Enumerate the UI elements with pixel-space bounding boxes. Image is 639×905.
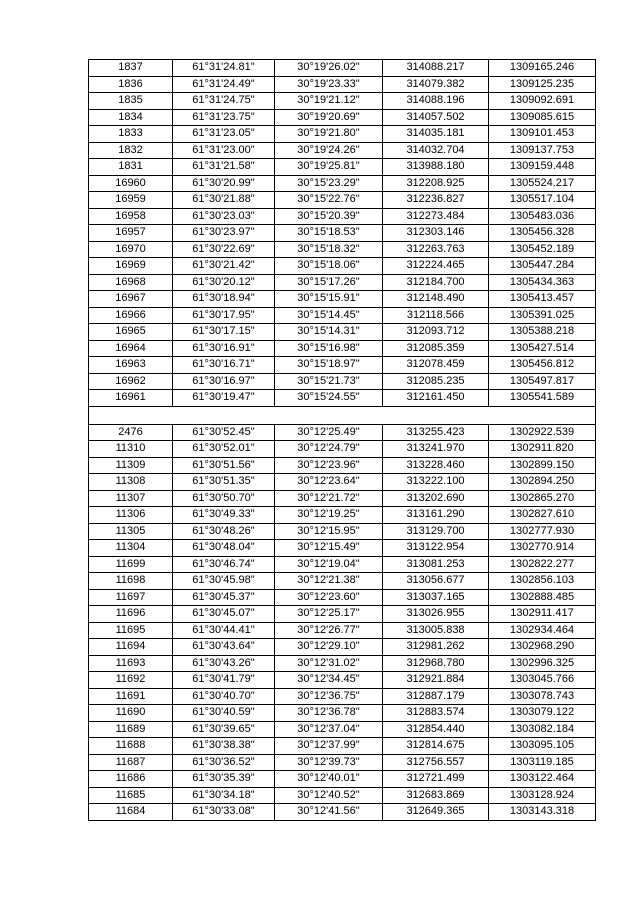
y-coordinate-cell: 1305388.218: [489, 324, 596, 341]
table-row: [89, 738, 596, 755]
x-coordinate-cell: 312921.884: [383, 672, 489, 689]
latitude-cell: 61°30'51.56": [173, 457, 275, 474]
y-coordinate-cell: 1302888.485: [489, 589, 596, 606]
longitude-cell: 30°12'31.02": [275, 655, 383, 672]
table-row: [89, 540, 596, 557]
y-coordinate-cell: 1309159.448: [489, 159, 596, 176]
latitude-cell: 61°30'20.12": [173, 274, 275, 291]
y-coordinate-cell: 1303079.122: [489, 705, 596, 722]
y-coordinate-cell: 1303045.766: [489, 672, 596, 689]
y-coordinate-cell: 1303078.743: [489, 688, 596, 705]
y-coordinate-cell: 1305456.328: [489, 225, 596, 242]
x-coordinate-cell: 312148.490: [383, 291, 489, 308]
longitude-cell: 30°12'40.52": [275, 787, 383, 804]
longitude-cell: 30°15'15.91": [275, 291, 383, 308]
table-row: [89, 357, 596, 374]
point-number-cell: 1837: [89, 60, 173, 77]
y-coordinate-cell: 1303082.184: [489, 721, 596, 738]
longitude-cell: 30°15'21.73": [275, 373, 383, 390]
longitude-cell: 30°15'16.98": [275, 340, 383, 357]
x-coordinate-cell: 313228.460: [383, 457, 489, 474]
x-coordinate-cell: 313241.970: [383, 441, 489, 458]
latitude-cell: 61°30'45.98": [173, 573, 275, 590]
y-coordinate-cell: 1305427.514: [489, 340, 596, 357]
point-number-cell: 11309: [89, 457, 173, 474]
table-row: [89, 441, 596, 458]
point-number-cell: 11694: [89, 639, 173, 656]
y-coordinate-cell: 1302934.464: [489, 622, 596, 639]
longitude-cell: 30°12'19.04": [275, 556, 383, 573]
longitude-cell: 30°15'18.53": [275, 225, 383, 242]
longitude-cell: 30°12'36.75": [275, 688, 383, 705]
y-coordinate-cell: 1305456.812: [489, 357, 596, 374]
point-number-cell: 16966: [89, 307, 173, 324]
x-coordinate-cell: 312814.675: [383, 738, 489, 755]
longitude-cell: 30°12'23.96": [275, 457, 383, 474]
table-row: [89, 606, 596, 623]
y-coordinate-cell: 1302894.250: [489, 474, 596, 491]
x-coordinate-cell: 312883.574: [383, 705, 489, 722]
latitude-cell: 61°30'48.04": [173, 540, 275, 557]
y-coordinate-cell: 1309137.753: [489, 142, 596, 159]
latitude-cell: 61°30'16.71": [173, 357, 275, 374]
point-number-cell: 1834: [89, 109, 173, 126]
separator-cell: [89, 406, 596, 424]
y-coordinate-cell: 1303128.924: [489, 787, 596, 804]
longitude-cell: 30°19'21.12": [275, 93, 383, 110]
x-coordinate-cell: 313037.165: [383, 589, 489, 606]
y-coordinate-cell: 1303095.105: [489, 738, 596, 755]
longitude-cell: 30°15'22.76": [275, 192, 383, 209]
point-number-cell: 1835: [89, 93, 173, 110]
coordinates-table-body: [89, 60, 596, 821]
latitude-cell: 61°30'39.65": [173, 721, 275, 738]
latitude-cell: 61°30'48.26": [173, 523, 275, 540]
y-coordinate-cell: 1302922.539: [489, 424, 596, 441]
longitude-cell: 30°19'23.33": [275, 76, 383, 93]
latitude-cell: 61°30'33.08": [173, 804, 275, 821]
table-row: [89, 60, 596, 77]
longitude-cell: 30°15'18.97": [275, 357, 383, 374]
latitude-cell: 61°30'16.91": [173, 340, 275, 357]
latitude-cell: 61°30'43.64": [173, 639, 275, 656]
table-row: [89, 307, 596, 324]
point-number-cell: 11684: [89, 804, 173, 821]
x-coordinate-cell: 312184.700: [383, 274, 489, 291]
table-row: [89, 373, 596, 390]
x-coordinate-cell: 312263.763: [383, 241, 489, 258]
table-row: [89, 721, 596, 738]
y-coordinate-cell: 1309085.615: [489, 109, 596, 126]
x-coordinate-cell: 314032.704: [383, 142, 489, 159]
y-coordinate-cell: 1302865.270: [489, 490, 596, 507]
table-row: [89, 705, 596, 722]
longitude-cell: 30°12'37.04": [275, 721, 383, 738]
x-coordinate-cell: 312756.557: [383, 754, 489, 771]
y-coordinate-cell: 1302911.820: [489, 441, 596, 458]
point-number-cell: 16963: [89, 357, 173, 374]
x-coordinate-cell: 312085.235: [383, 373, 489, 390]
x-coordinate-cell: 314035.181: [383, 126, 489, 143]
y-coordinate-cell: 1305447.284: [489, 258, 596, 275]
table-row: [89, 340, 596, 357]
x-coordinate-cell: 313081.253: [383, 556, 489, 573]
table-row: [89, 754, 596, 771]
x-coordinate-cell: 312854.440: [383, 721, 489, 738]
point-number-cell: 11305: [89, 523, 173, 540]
x-coordinate-cell: 314057.502: [383, 109, 489, 126]
x-coordinate-cell: 313026.955: [383, 606, 489, 623]
latitude-cell: 61°30'45.37": [173, 589, 275, 606]
x-coordinate-cell: 312968.780: [383, 655, 489, 672]
table-row: [89, 324, 596, 341]
table-row: [89, 507, 596, 524]
x-coordinate-cell: 314079.382: [383, 76, 489, 93]
point-number-cell: 11695: [89, 622, 173, 639]
longitude-cell: 30°12'23.64": [275, 474, 383, 491]
y-coordinate-cell: 1305517.104: [489, 192, 596, 209]
latitude-cell: 61°30'38.38": [173, 738, 275, 755]
coordinates-table: [88, 59, 596, 821]
x-coordinate-cell: 312236.827: [383, 192, 489, 209]
longitude-cell: 30°19'21.80": [275, 126, 383, 143]
table-row: [89, 291, 596, 308]
longitude-cell: 30°12'15.95": [275, 523, 383, 540]
latitude-cell: 61°30'21.42": [173, 258, 275, 275]
point-number-cell: 11687: [89, 754, 173, 771]
y-coordinate-cell: 1302856.103: [489, 573, 596, 590]
point-number-cell: 16969: [89, 258, 173, 275]
latitude-cell: 61°30'40.70": [173, 688, 275, 705]
latitude-cell: 61°30'44.41": [173, 622, 275, 639]
longitude-cell: 30°15'20.39": [275, 208, 383, 225]
point-number-cell: 11306: [89, 507, 173, 524]
x-coordinate-cell: 312208.925: [383, 175, 489, 192]
x-coordinate-cell: 312093.712: [383, 324, 489, 341]
longitude-cell: 30°12'36.78": [275, 705, 383, 722]
x-coordinate-cell: 312721.499: [383, 771, 489, 788]
latitude-cell: 61°31'24.81": [173, 60, 275, 77]
point-number-cell: 2476: [89, 424, 173, 441]
y-coordinate-cell: 1309125.235: [489, 76, 596, 93]
longitude-cell: 30°12'25.49": [275, 424, 383, 441]
x-coordinate-cell: 312078.459: [383, 357, 489, 374]
longitude-cell: 30°15'17.26": [275, 274, 383, 291]
table-row: [89, 556, 596, 573]
point-number-cell: 1832: [89, 142, 173, 159]
y-coordinate-cell: 1302911.417: [489, 606, 596, 623]
table-row: [89, 175, 596, 192]
point-number-cell: 1831: [89, 159, 173, 176]
latitude-cell: 61°30'18.94": [173, 291, 275, 308]
table-row: [89, 787, 596, 804]
point-number-cell: 1833: [89, 126, 173, 143]
x-coordinate-cell: 313129.700: [383, 523, 489, 540]
longitude-cell: 30°15'24.55": [275, 390, 383, 407]
latitude-cell: 61°30'17.15": [173, 324, 275, 341]
point-number-cell: 11696: [89, 606, 173, 623]
table-row: [89, 159, 596, 176]
point-number-cell: 16968: [89, 274, 173, 291]
point-number-cell: 11686: [89, 771, 173, 788]
latitude-cell: 61°30'22.69": [173, 241, 275, 258]
point-number-cell: 16965: [89, 324, 173, 341]
point-number-cell: 1836: [89, 76, 173, 93]
y-coordinate-cell: 1302777.930: [489, 523, 596, 540]
point-number-cell: 16959: [89, 192, 173, 209]
table-row: [89, 655, 596, 672]
y-coordinate-cell: 1302996.325: [489, 655, 596, 672]
table-row: [89, 672, 596, 689]
y-coordinate-cell: 1305434.363: [489, 274, 596, 291]
longitude-cell: 30°15'18.32": [275, 241, 383, 258]
table-row: [89, 93, 596, 110]
table-row: [89, 688, 596, 705]
table-row: [89, 771, 596, 788]
x-coordinate-cell: 312273.484: [383, 208, 489, 225]
longitude-cell: 30°19'25.81": [275, 159, 383, 176]
x-coordinate-cell: 312085.359: [383, 340, 489, 357]
y-coordinate-cell: 1302899.150: [489, 457, 596, 474]
point-number-cell: 16957: [89, 225, 173, 242]
longitude-cell: 30°12'21.72": [275, 490, 383, 507]
table-row: [89, 474, 596, 491]
longitude-cell: 30°12'21.38": [275, 573, 383, 590]
longitude-cell: 30°12'41.56": [275, 804, 383, 821]
longitude-cell: 30°15'14.45": [275, 307, 383, 324]
longitude-cell: 30°12'23.60": [275, 589, 383, 606]
longitude-cell: 30°12'37.99": [275, 738, 383, 755]
point-number-cell: 11307: [89, 490, 173, 507]
table-row: [89, 258, 596, 275]
table-row: [89, 192, 596, 209]
x-coordinate-cell: 312224.465: [383, 258, 489, 275]
point-number-cell: 16960: [89, 175, 173, 192]
table-row: [89, 490, 596, 507]
y-coordinate-cell: 1302968.290: [489, 639, 596, 656]
point-number-cell: 11690: [89, 705, 173, 722]
table-row: [89, 109, 596, 126]
latitude-cell: 61°30'52.45": [173, 424, 275, 441]
point-number-cell: 16961: [89, 390, 173, 407]
point-number-cell: 11308: [89, 474, 173, 491]
latitude-cell: 61°30'16.97": [173, 373, 275, 390]
table-row: [89, 622, 596, 639]
latitude-cell: 61°30'46.74": [173, 556, 275, 573]
table-row: [89, 76, 596, 93]
longitude-cell: 30°12'40.01": [275, 771, 383, 788]
latitude-cell: 61°30'20.99": [173, 175, 275, 192]
longitude-cell: 30°19'26.02": [275, 60, 383, 77]
x-coordinate-cell: 313122.954: [383, 540, 489, 557]
table-row: [89, 241, 596, 258]
point-number-cell: 11689: [89, 721, 173, 738]
y-coordinate-cell: 1303122.464: [489, 771, 596, 788]
y-coordinate-cell: 1305483.036: [489, 208, 596, 225]
latitude-cell: 61°31'21.58": [173, 159, 275, 176]
table-row: [89, 390, 596, 407]
longitude-cell: 30°19'24.26": [275, 142, 383, 159]
point-number-cell: 16962: [89, 373, 173, 390]
point-number-cell: 11697: [89, 589, 173, 606]
point-number-cell: 11698: [89, 573, 173, 590]
longitude-cell: 30°12'34.45": [275, 672, 383, 689]
latitude-cell: 61°31'23.75": [173, 109, 275, 126]
point-number-cell: 11310: [89, 441, 173, 458]
x-coordinate-cell: 313222.100: [383, 474, 489, 491]
latitude-cell: 61°30'45.07": [173, 606, 275, 623]
point-number-cell: 16964: [89, 340, 173, 357]
point-number-cell: 11699: [89, 556, 173, 573]
latitude-cell: 61°30'50.70": [173, 490, 275, 507]
x-coordinate-cell: 312887.179: [383, 688, 489, 705]
latitude-cell: 61°30'19.47": [173, 390, 275, 407]
table-row: [89, 424, 596, 441]
table-row: [89, 126, 596, 143]
table-row: [89, 457, 596, 474]
latitude-cell: 61°30'34.18": [173, 787, 275, 804]
y-coordinate-cell: 1309165.246: [489, 60, 596, 77]
point-number-cell: 16967: [89, 291, 173, 308]
latitude-cell: 61°30'36.52": [173, 754, 275, 771]
longitude-cell: 30°12'29.10": [275, 639, 383, 656]
x-coordinate-cell: 313161.290: [383, 507, 489, 524]
table-row: [89, 639, 596, 656]
latitude-cell: 61°30'23.97": [173, 225, 275, 242]
longitude-cell: 30°15'18.06": [275, 258, 383, 275]
longitude-cell: 30°12'25.17": [275, 606, 383, 623]
longitude-cell: 30°12'39.73": [275, 754, 383, 771]
y-coordinate-cell: 1305524.217: [489, 175, 596, 192]
section-separator-row: [89, 406, 596, 424]
y-coordinate-cell: 1305452.189: [489, 241, 596, 258]
latitude-cell: 61°31'24.49": [173, 76, 275, 93]
y-coordinate-cell: 1305541.589: [489, 390, 596, 407]
point-number-cell: 11304: [89, 540, 173, 557]
point-number-cell: 11691: [89, 688, 173, 705]
x-coordinate-cell: 314088.217: [383, 60, 489, 77]
table-row: [89, 573, 596, 590]
latitude-cell: 61°30'35.39": [173, 771, 275, 788]
x-coordinate-cell: 314088.196: [383, 93, 489, 110]
y-coordinate-cell: 1305497.817: [489, 373, 596, 390]
y-coordinate-cell: 1309101.453: [489, 126, 596, 143]
point-number-cell: 11685: [89, 787, 173, 804]
y-coordinate-cell: 1302827.610: [489, 507, 596, 524]
table-row: [89, 804, 596, 821]
table-row: [89, 274, 596, 291]
latitude-cell: 61°31'24.75": [173, 93, 275, 110]
x-coordinate-cell: 313255.423: [383, 424, 489, 441]
x-coordinate-cell: 313056.677: [383, 573, 489, 590]
latitude-cell: 61°30'52.01": [173, 441, 275, 458]
x-coordinate-cell: 313202.690: [383, 490, 489, 507]
table-row: [89, 208, 596, 225]
longitude-cell: 30°12'24.79": [275, 441, 383, 458]
x-coordinate-cell: 312649.365: [383, 804, 489, 821]
y-coordinate-cell: 1305391.025: [489, 307, 596, 324]
latitude-cell: 61°30'49.33": [173, 507, 275, 524]
latitude-cell: 61°31'23.00": [173, 142, 275, 159]
x-coordinate-cell: 312683.869: [383, 787, 489, 804]
y-coordinate-cell: 1302770.914: [489, 540, 596, 557]
latitude-cell: 61°30'40.59": [173, 705, 275, 722]
y-coordinate-cell: 1303143.318: [489, 804, 596, 821]
point-number-cell: 11688: [89, 738, 173, 755]
table-row: [89, 589, 596, 606]
y-coordinate-cell: 1305413.457: [489, 291, 596, 308]
x-coordinate-cell: 313005.838: [383, 622, 489, 639]
x-coordinate-cell: 313988.180: [383, 159, 489, 176]
latitude-cell: 61°30'21.88": [173, 192, 275, 209]
longitude-cell: 30°12'19.25": [275, 507, 383, 524]
longitude-cell: 30°19'20.69": [275, 109, 383, 126]
y-coordinate-cell: 1303119.185: [489, 754, 596, 771]
longitude-cell: 30°15'14.31": [275, 324, 383, 341]
point-number-cell: 11692: [89, 672, 173, 689]
x-coordinate-cell: 312303.146: [383, 225, 489, 242]
longitude-cell: 30°12'15.49": [275, 540, 383, 557]
latitude-cell: 61°30'51.35": [173, 474, 275, 491]
latitude-cell: 61°30'23.03": [173, 208, 275, 225]
table-row: [89, 142, 596, 159]
longitude-cell: 30°15'23.29": [275, 175, 383, 192]
latitude-cell: 61°31'23.05": [173, 126, 275, 143]
point-number-cell: 11693: [89, 655, 173, 672]
latitude-cell: 61°30'41.79": [173, 672, 275, 689]
x-coordinate-cell: 312981.262: [383, 639, 489, 656]
latitude-cell: 61°30'17.95": [173, 307, 275, 324]
point-number-cell: 16970: [89, 241, 173, 258]
y-coordinate-cell: 1309092.691: [489, 93, 596, 110]
x-coordinate-cell: 312161.450: [383, 390, 489, 407]
x-coordinate-cell: 312118.566: [383, 307, 489, 324]
longitude-cell: 30°12'26.77": [275, 622, 383, 639]
y-coordinate-cell: 1302822.277: [489, 556, 596, 573]
point-number-cell: 16958: [89, 208, 173, 225]
table-row: [89, 225, 596, 242]
table-row: [89, 523, 596, 540]
latitude-cell: 61°30'43.26": [173, 655, 275, 672]
